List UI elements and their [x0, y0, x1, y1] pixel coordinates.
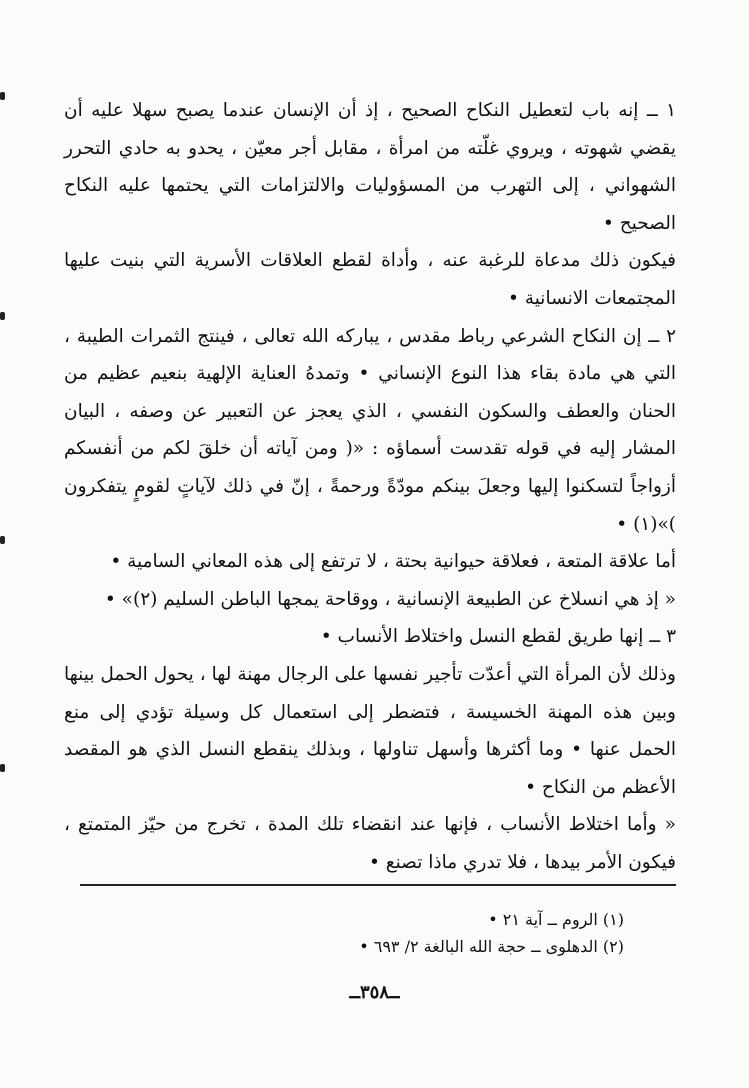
main-text	[64, 92, 676, 881]
paragraph: ١ ــ إنه باب لتعطيل النكاح الصحيح ، إذ أن الإنسان عندما يصبح سهلا عليه أن يقضي شهوته ، ويروي غلّته من امرأة ، مقابل أجر معيّن ، يحدو به حادي التحرر الشهواني ، إلى التهرب من المسؤوليات والالتزامات التي يحتمها عليه النكاح الصحيح •	[64, 100, 676, 234]
paragraph: أما علاقة المتعة ، فعلاقة حيوانية بحتة ، لا ترتفع إلى هذه المعاني السامية •	[110, 551, 676, 573]
paragraph: وذلك لأن المرأة التي أعدّت تأجير نفسها على الرجال مهنة لها ، يحول الحمل بينها وبين هذه المهنة الخسيسة ، فتضطر إلى استعمال كل وسيلة تؤدي إلى منع الحمل عنها • وما أكثرها وأسهل تناولها ، وبذلك ينقطع النسل الذي هو المقصد الأعظم من النكاح •	[64, 663, 676, 798]
page-number: ــ٣٥٨ــ	[349, 982, 400, 1003]
scan-mark	[0, 92, 5, 100]
scan-mark	[0, 312, 5, 320]
scan-mark	[0, 536, 5, 544]
footnote: (٢) الدهلوى ــ حجة الله البالغة ٢/ ٦٩٣ •	[359, 937, 624, 956]
paragraph: ٢ ــ إن النكاح الشرعي رباط مقدس ، يباركه الله تعالى ، فينتج الثمرات الطيبة ، التي هي مادة بقاء هذا النوع الإنساني • وتمدهُ العناية الإلهية بنعيم عظيم من الحنان والعطف والسكون النفسي ، الذي يعجز عن التعبير عن وصفه ، البيان المشار إليه في قوله تقدست أسماؤه : «( ومن آياته أن خلقَ لكم من أنفسكم أزواجاً لتسكنوا إليها وجعلَ بينكم مودّةً ورحمةً ، إنّ في ذلك لآياتٍ لقومٍ يتفكرون )»(١) •	[64, 325, 676, 535]
paragraph: ٣ ــ إنها طريق لقطع النسل واختلاط الأنساب •	[320, 626, 676, 648]
footnotes	[64, 906, 624, 960]
scan-mark	[0, 764, 5, 772]
footnote-divider	[80, 884, 676, 886]
footnote: (١) الروم ــ آية ٢١ •	[488, 910, 624, 929]
paragraph: فيكون ذلك مدعاة للرغبة عنه ، وأداة لقطع العلاقات الأسرية التي بنيت عليها المجتمعات الانسانية •	[64, 250, 676, 309]
paragraph: « إذ هي انسلاخ عن الطبيعة الإنسانية ، ووقاحة يمجها الباطن السليم (٢)» •	[104, 588, 676, 610]
paragraph: « وأما اختلاط الأنساب ، فإنها عند انقضاء تلك المدة ، تخرج من حيّز المتمتع ، فيكون الأمر بيدها ، فلا تدري ماذا تصنع •	[64, 814, 676, 873]
